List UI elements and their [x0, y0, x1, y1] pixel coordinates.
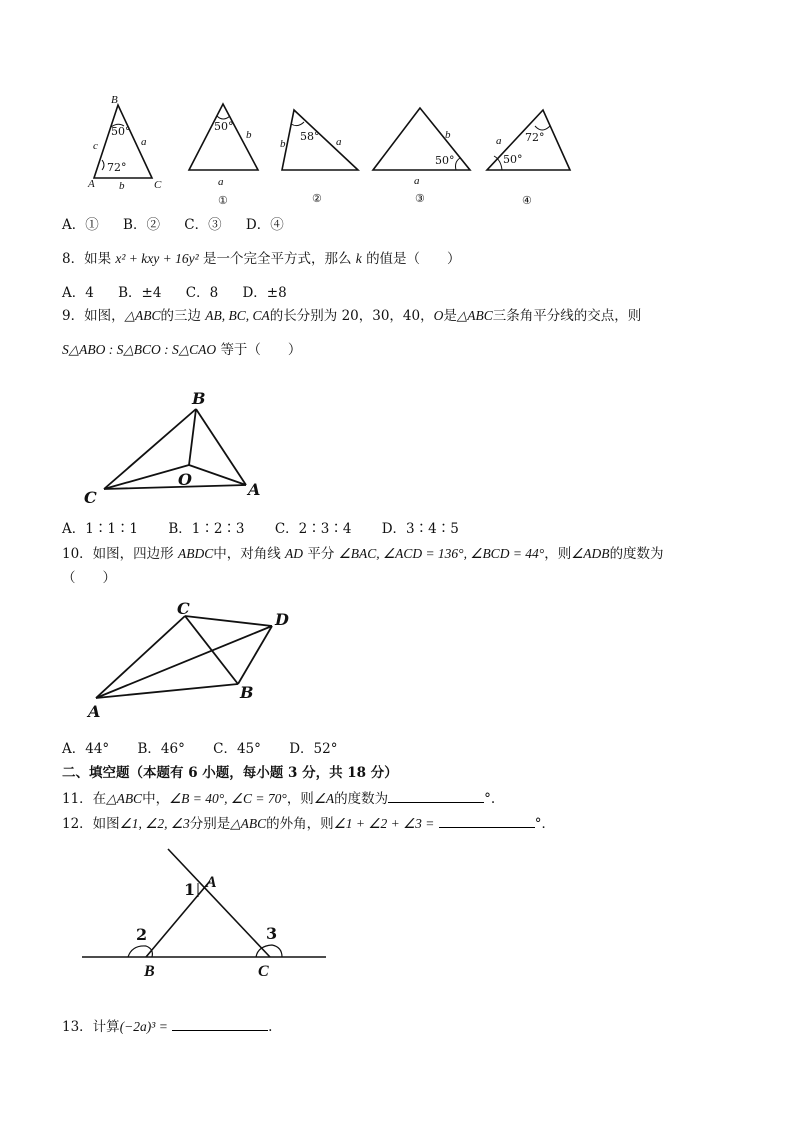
q9-lengths: 的长分别为 20，30，40， — [269, 308, 434, 324]
q9-sides: AB, BC, CA — [205, 308, 270, 323]
t4-angle1: 72° — [525, 131, 545, 144]
t2-side-a: a — [336, 136, 342, 148]
t4-num: ④ — [522, 194, 532, 207]
t1-num: ① — [218, 194, 228, 207]
q8-options — [62, 284, 307, 302]
q12-prefix: 12．如图 — [62, 816, 120, 832]
q11-answer-blank[interactable] — [388, 788, 484, 803]
q12-label-B: B — [144, 963, 155, 980]
q10-quad: ABDC — [177, 546, 214, 561]
q9-option-b[interactable]: B．1∶2∶3 — [168, 521, 245, 537]
q12-label-C: C — [258, 963, 269, 980]
label-a: a — [141, 136, 147, 148]
t1-side-b: b — [246, 129, 252, 141]
triangle-2 — [282, 110, 358, 170]
q10-condition: ∠BAC, ∠ACD = 136°, ∠BCD = 44° — [338, 546, 545, 561]
q11-prefix: 11．在 — [62, 791, 107, 807]
t2-num: ② — [312, 192, 322, 205]
q8-expression: x² + kxy + 16y² — [115, 251, 199, 266]
q11-end: °. — [484, 791, 496, 807]
q9-o: O — [433, 308, 444, 323]
q10-mid3: ，则 — [544, 546, 572, 562]
q10-question-line1 — [62, 545, 664, 563]
q12-triangle: △ABC — [230, 816, 267, 831]
q8-var: k — [355, 251, 362, 266]
q7-triangles-figure — [80, 90, 590, 212]
q9-option-a[interactable]: A．1∶1∶1 — [62, 521, 139, 537]
q7-option-a[interactable]: A．① — [62, 217, 99, 233]
q7-options — [62, 216, 304, 234]
q9-triangle-2: △ABC — [456, 308, 493, 323]
q12-mid2: 的外角，则 — [266, 816, 334, 832]
t3-num: ③ — [415, 192, 425, 205]
q11-mid: 中， — [142, 791, 170, 807]
t1-side-a: a — [218, 176, 224, 188]
q12-angles: ∠1, ∠2, ∠3 — [119, 816, 190, 831]
label-C: C — [154, 179, 162, 191]
q8-suffix: 的值是（ ） — [366, 251, 461, 267]
q9-options — [62, 520, 479, 538]
q10-label-A: A — [88, 702, 101, 721]
q13-end: . — [268, 1019, 273, 1035]
q9-question-line1 — [62, 307, 641, 325]
q12-answer-blank[interactable] — [439, 813, 535, 828]
q9-question-line2 — [62, 341, 301, 359]
t3-side-a: a — [414, 175, 420, 187]
q10-question-line2 — [62, 569, 116, 587]
q10-target: ∠ADB — [571, 546, 610, 561]
q13-answer-blank[interactable] — [172, 1016, 268, 1031]
q10-suffix: 的度数为 — [609, 546, 664, 562]
q9-option-c[interactable]: C．2∶3∶4 — [274, 521, 352, 537]
q11-triangle: △ABC — [106, 791, 143, 806]
q9-option-d[interactable]: D．3∶4∶5 — [381, 521, 459, 537]
q11-question — [62, 788, 495, 808]
q9-triangle: △ABC — [124, 308, 161, 323]
label-A: A — [88, 178, 95, 190]
q8-option-c[interactable]: C．8 — [185, 285, 219, 301]
q9-prefix: 9．如图， — [62, 308, 125, 324]
q12-question — [62, 813, 555, 833]
q9-label-B: B — [192, 389, 206, 408]
q9-label-C: C — [84, 488, 97, 507]
q10-mid: 中，对角线 — [213, 546, 281, 562]
q10-ad: AD — [285, 546, 304, 561]
q9-label-A: A — [248, 480, 261, 499]
t2-angle: 58° — [300, 130, 320, 143]
label-angB: 50° — [111, 125, 131, 138]
q11-condition: ∠B = 40°, ∠C = 70° — [169, 791, 287, 806]
t4-angle2: 50° — [503, 153, 523, 166]
q9-mid: 的三边 — [160, 308, 201, 324]
q9-suffix: 三条角平分线的交点，则 — [492, 308, 642, 324]
t1-angle: 50° — [214, 120, 234, 133]
t2-side-b: b — [280, 138, 286, 150]
q10-paren: （ ） — [62, 570, 116, 586]
q8-option-a[interactable]: A．4 — [62, 285, 94, 301]
q10-option-c[interactable]: C．45° — [213, 741, 261, 757]
q8-option-d[interactable]: D．±8 — [242, 285, 287, 301]
q9-line2-suffix: 等于（ ） — [220, 342, 302, 358]
t3-angle: 50° — [435, 154, 455, 167]
q10-option-d[interactable]: D．52° — [289, 741, 338, 757]
t4-side-a: a — [496, 135, 502, 147]
q9-is: 是 — [443, 308, 457, 324]
q10-figure — [82, 597, 302, 722]
q9-figure — [80, 385, 280, 510]
q11-mid2: ，则 — [286, 791, 314, 807]
q12-mid: 分别是 — [189, 816, 231, 832]
q8-question — [62, 250, 461, 268]
q11-suffix: 的度数为 — [334, 791, 389, 807]
q7-option-b[interactable]: B．② — [123, 217, 160, 233]
q11-target: ∠A — [313, 791, 335, 806]
triangle-3 — [373, 108, 470, 170]
q10-mid2: 平分 — [307, 546, 335, 562]
label-b: b — [119, 180, 125, 192]
q8-option-b[interactable]: B．±4 — [118, 285, 162, 301]
q9-ratio: S△ABO : S△BCO : S△CAO — [62, 342, 217, 357]
q8-middle: 是一个完全平方式，那么 — [202, 251, 352, 267]
q13-question — [62, 1016, 272, 1036]
q12-label-A: A — [206, 874, 217, 891]
q13-expression: (−2a)³ = — [119, 1019, 168, 1034]
q10-label-B: B — [240, 683, 254, 702]
q10-options — [62, 740, 357, 758]
q8-prefix: 8．如果 — [62, 251, 112, 267]
q10-option-a[interactable]: A．44° — [62, 741, 110, 757]
q9-label-O: O — [178, 470, 192, 489]
q12-end: °． — [534, 816, 555, 832]
q12-expression: ∠1 + ∠2 + ∠3 = — [333, 816, 435, 831]
q12-figure — [80, 845, 330, 985]
q12-label-3: 3 — [266, 924, 278, 943]
q7-option-d[interactable]: D．④ — [245, 217, 284, 233]
section-2-title: 二、填空题（本题有 6 小题，每小题 3 分，共 18 分） — [62, 765, 398, 781]
label-angA: 72° — [107, 161, 127, 174]
label-c: c — [93, 140, 98, 152]
q12-label-2: 2 — [136, 925, 148, 944]
q13-prefix: 13．计算 — [62, 1019, 120, 1035]
q10-label-D: D — [275, 610, 289, 629]
t3-side-b: b — [445, 129, 451, 141]
q12-label-1: 1 — [184, 880, 196, 899]
q10-prefix: 10．如图，四边形 — [62, 546, 174, 562]
q7-option-c[interactable]: C．③ — [184, 217, 222, 233]
q10-option-b[interactable]: B．46° — [137, 741, 185, 757]
q10-label-C: C — [177, 599, 190, 618]
label-B: B — [111, 94, 118, 106]
